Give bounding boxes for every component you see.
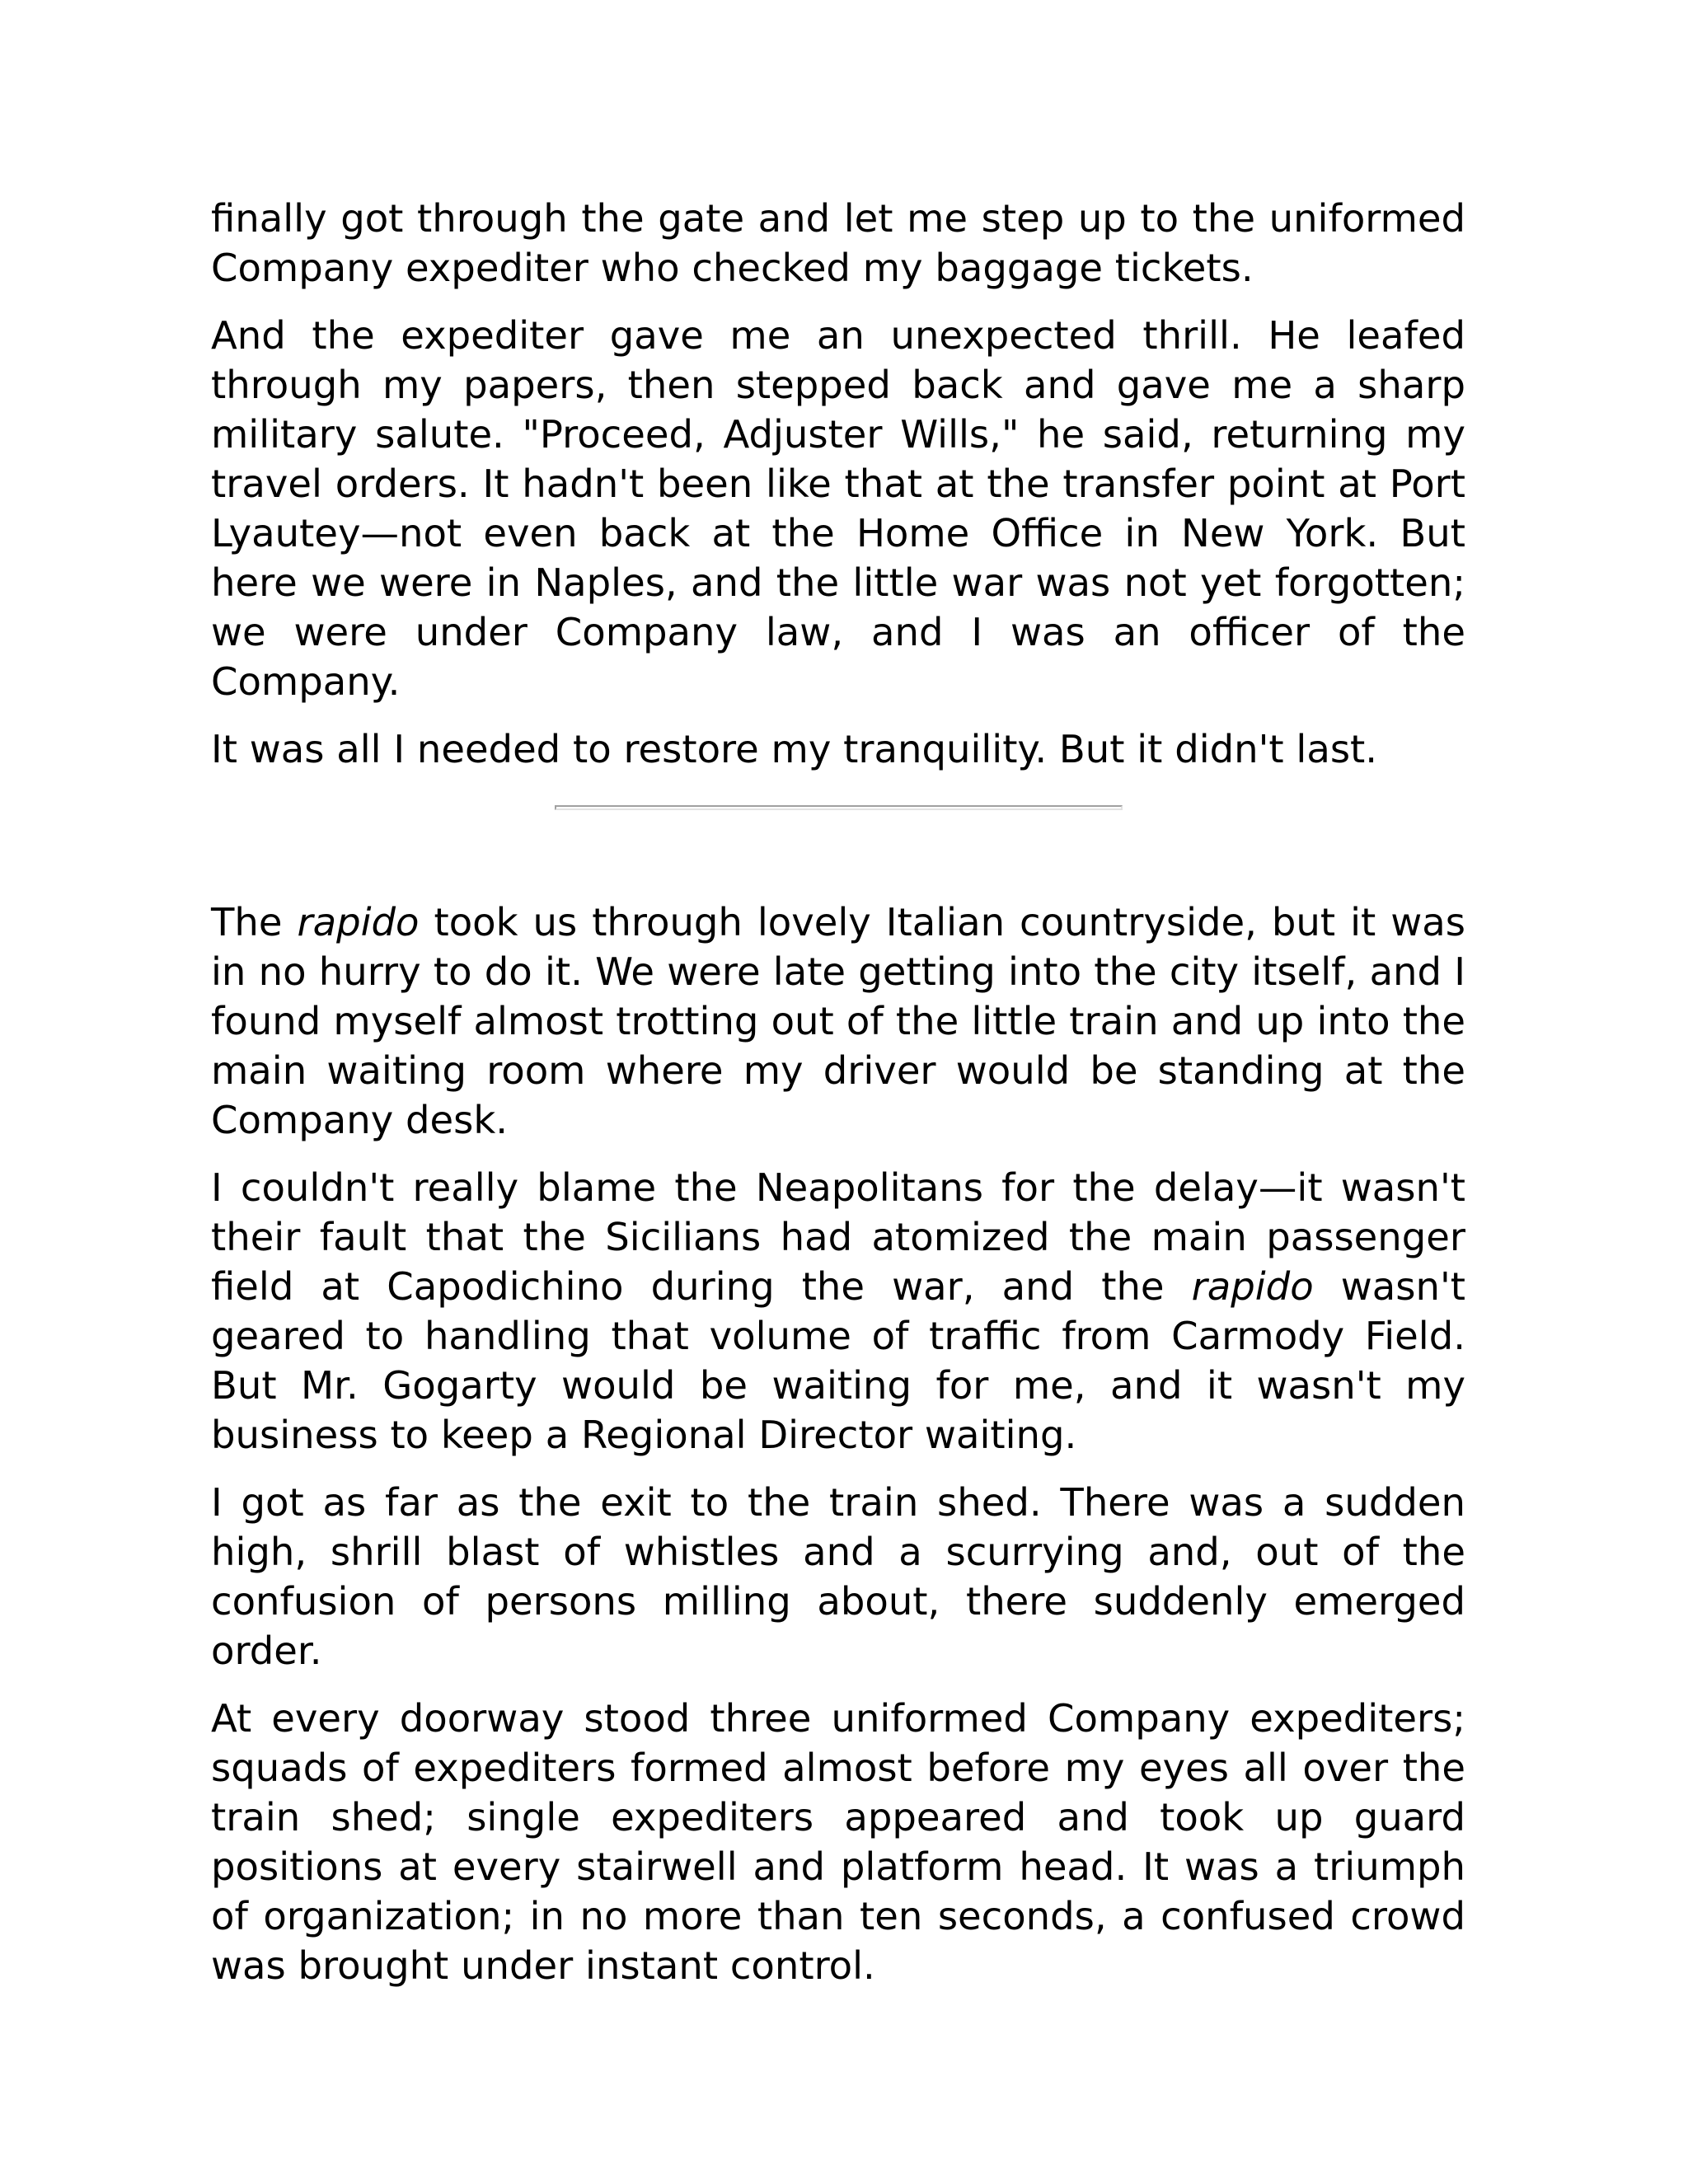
paragraph: I got as far as the exit to the train shed. There was a sudden high, shrill blast of whistles and a scurrying and, out of the confusion of persons milling about, there suddenly emerged order. [211, 1480, 1465, 1673]
italic-text: rapido [1191, 1264, 1314, 1309]
paragraph: It was all I needed to restore my tranquility. But it didn't last. [211, 727, 1378, 771]
paragraph: At every doorway stood three uniformed Company expediters; squads of expediters formed almost before my eyes all over the train shed; single expediters appeared and took up guard positions at every stairwell and platform head. It was a triumph of organization; in no more than ten seconds, a confused crowd was brought under instant control. [211, 1696, 1465, 1988]
text-run: I couldn't really blame the Neapolitans for the delay—it wasn't their fault that the Sicilians had atomized the main passenger field at Capodichino during the war, and the [211, 1165, 1465, 1309]
document-page [211, 194, 1465, 2008]
text-run: wasn't geared to handling that volume of traffic from Carmody Field. But Mr. Gogarty would be waiting for me, and it wasn't my business to keep a Regional Director waiting. [211, 1264, 1465, 1457]
paragraph: And the expediter gave me an unexpected thrill. He leafed through my papers, then stepped back and gave me a sharp military salute. "Proceed, Adjuster Wills," he said, returning my travel orders. It hadn't been like that at the transfer point at Port Lyautey—not even back at the Home Office in New York. But here we were in Naples, and the little war was not yet forgotten; we were under Company law, and I was an officer of the Company. [211, 313, 1465, 704]
section-two [211, 898, 1465, 1990]
paragraph: finally got through the gate and let me step up to the uniformed Company expediter who checked my baggage tickets. [211, 196, 1465, 290]
paragraph [211, 898, 1465, 1145]
paragraph [211, 1163, 1465, 1460]
text-run: The [211, 900, 298, 944]
italic-text: rapido [297, 900, 420, 944]
text-run: took us through lovely Italian countryside, but it was in no hurry to do it. We were late getting into the city itself, and I found myself almost trotting out of the little train and up into the main waiting room where my driver would be standing at the Company desk. [211, 900, 1465, 1142]
section-divider [555, 805, 1123, 810]
